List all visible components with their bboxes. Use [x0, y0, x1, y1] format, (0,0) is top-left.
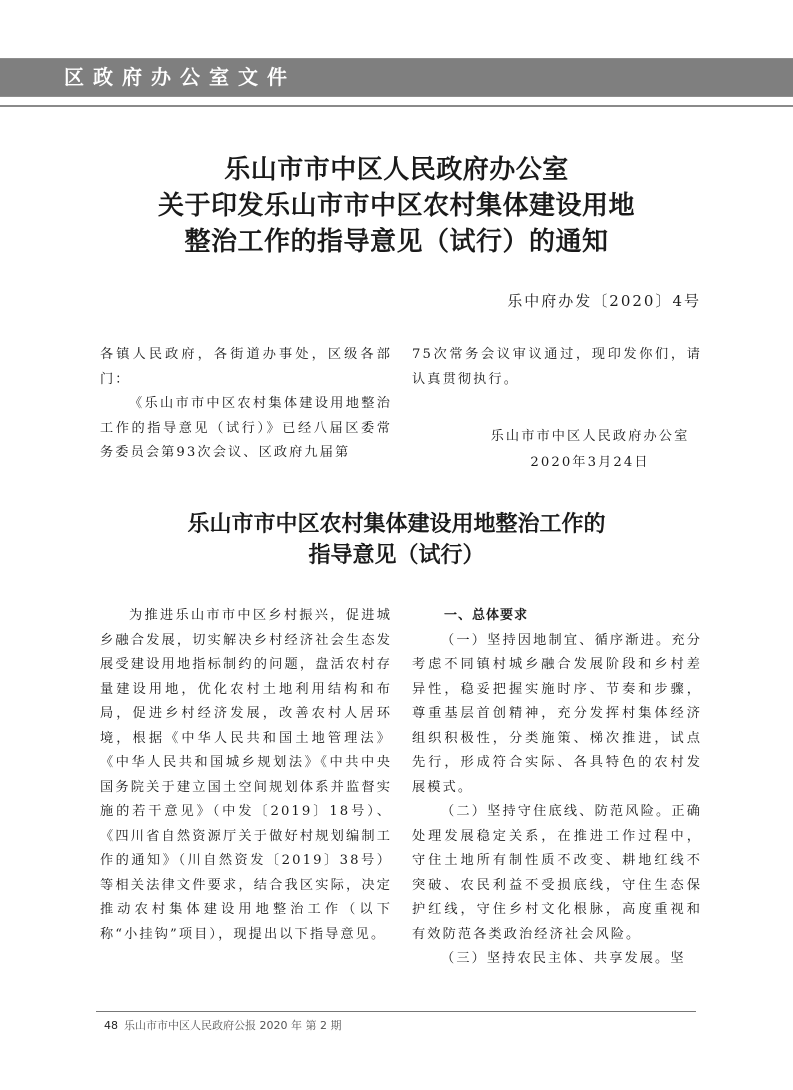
section-label: 区政府办公室文件	[64, 65, 296, 89]
page-number: 48	[104, 1019, 118, 1032]
opinion-column-left	[100, 604, 408, 947]
notice-body-left	[100, 343, 392, 466]
header-divider	[0, 105, 793, 107]
opinion-paragraph: （三）坚持农民主体、共享发展。坚	[441, 951, 686, 966]
document-number: 乐中府办发〔2020〕4号	[507, 292, 701, 310]
header-bar	[0, 58, 793, 97]
section-heading: 一、总体要求	[444, 608, 529, 623]
notice-paragraph: 《乐山市市中区农村集体建设用地整治工作的指导意见（试行）》已经八届区委常务委员会第93次会议、区政府九届第	[100, 396, 392, 460]
opinion-paragraph: （一）坚持因地制宜、循序渐进。充分考虑不同镇村城乡融合发展阶段和乡村差异性，稳妥把握实施时序、节奏和步骤，尊重基层首创精神，充分发挥村集体经济组织积极性，分类施策、梯次推进，试点先行，形成符合实际、各具特色的农村发展模式。	[412, 632, 702, 795]
opinion-column-right	[412, 604, 702, 972]
signature-date: 2020年3月24日	[530, 455, 650, 470]
opinion-paragraph: （二）坚持守住底线、防范风险。正确处理发展稳定关系，在推进工作过程中，守住土地所有制性质不改变、耕地红线不突破、农民利益不受损底线，守住生态保护红线，守住乡村文化根脉，高度重视和有效防范各类政治经济社会风险。	[412, 804, 702, 942]
notice-title-line: 乐山市市中区人民政府办公室	[224, 155, 569, 185]
notice-title	[0, 152, 793, 260]
notice-paragraph-continued: 75次常务会议审议通过，现印发你们，请认真贯彻执行。	[412, 347, 702, 387]
notice-title-line: 整治工作的指导意见（试行）的通知	[184, 227, 609, 257]
notice-body-right	[412, 343, 702, 392]
opinion-title-line: 指导意见（试行）	[308, 542, 485, 568]
footer	[104, 1017, 341, 1033]
opinion-title-line: 乐山市市中区农村集体建设用地整治工作的	[187, 511, 606, 537]
publication-info: 乐山市市中区人民政府公报 2020 年 第 2 期	[124, 1019, 342, 1032]
opinion-title	[0, 509, 793, 571]
addressee: 各镇人民政府，各街道办事处，区级各部门：	[100, 347, 392, 387]
signature-org: 乐山市市中区人民政府办公室	[490, 429, 690, 444]
notice-title-line: 关于印发乐山市市中区农村集体建设用地	[157, 191, 635, 221]
opinion-intro: 为推进乐山市市中区乡村振兴，促进城乡融合发展，切实解决乡村经济社会生态发展受建设用地指标制约的问题，盘活农村存量建设用地，优化农村土地利用结构和布局，促进乡村经济发展，改善农村人居环境，根据《中华人民共和国土地管理法》《中华人民共和国城乡规划法》《中共中央 国务院关于建立国土空间规划体系并监督实施的若干意见》（中发〔2019〕18号）、《四川省自然资源厅关于做好村规划编制工作的通知》（川自然资发〔2019〕38号）等相关法律文件要求，结合我区实际，决定推动农村集体建设用地整治工作（以下称“小挂钩”项目），现提出以下指导意见。	[100, 608, 408, 942]
footer-divider	[96, 1011, 696, 1012]
